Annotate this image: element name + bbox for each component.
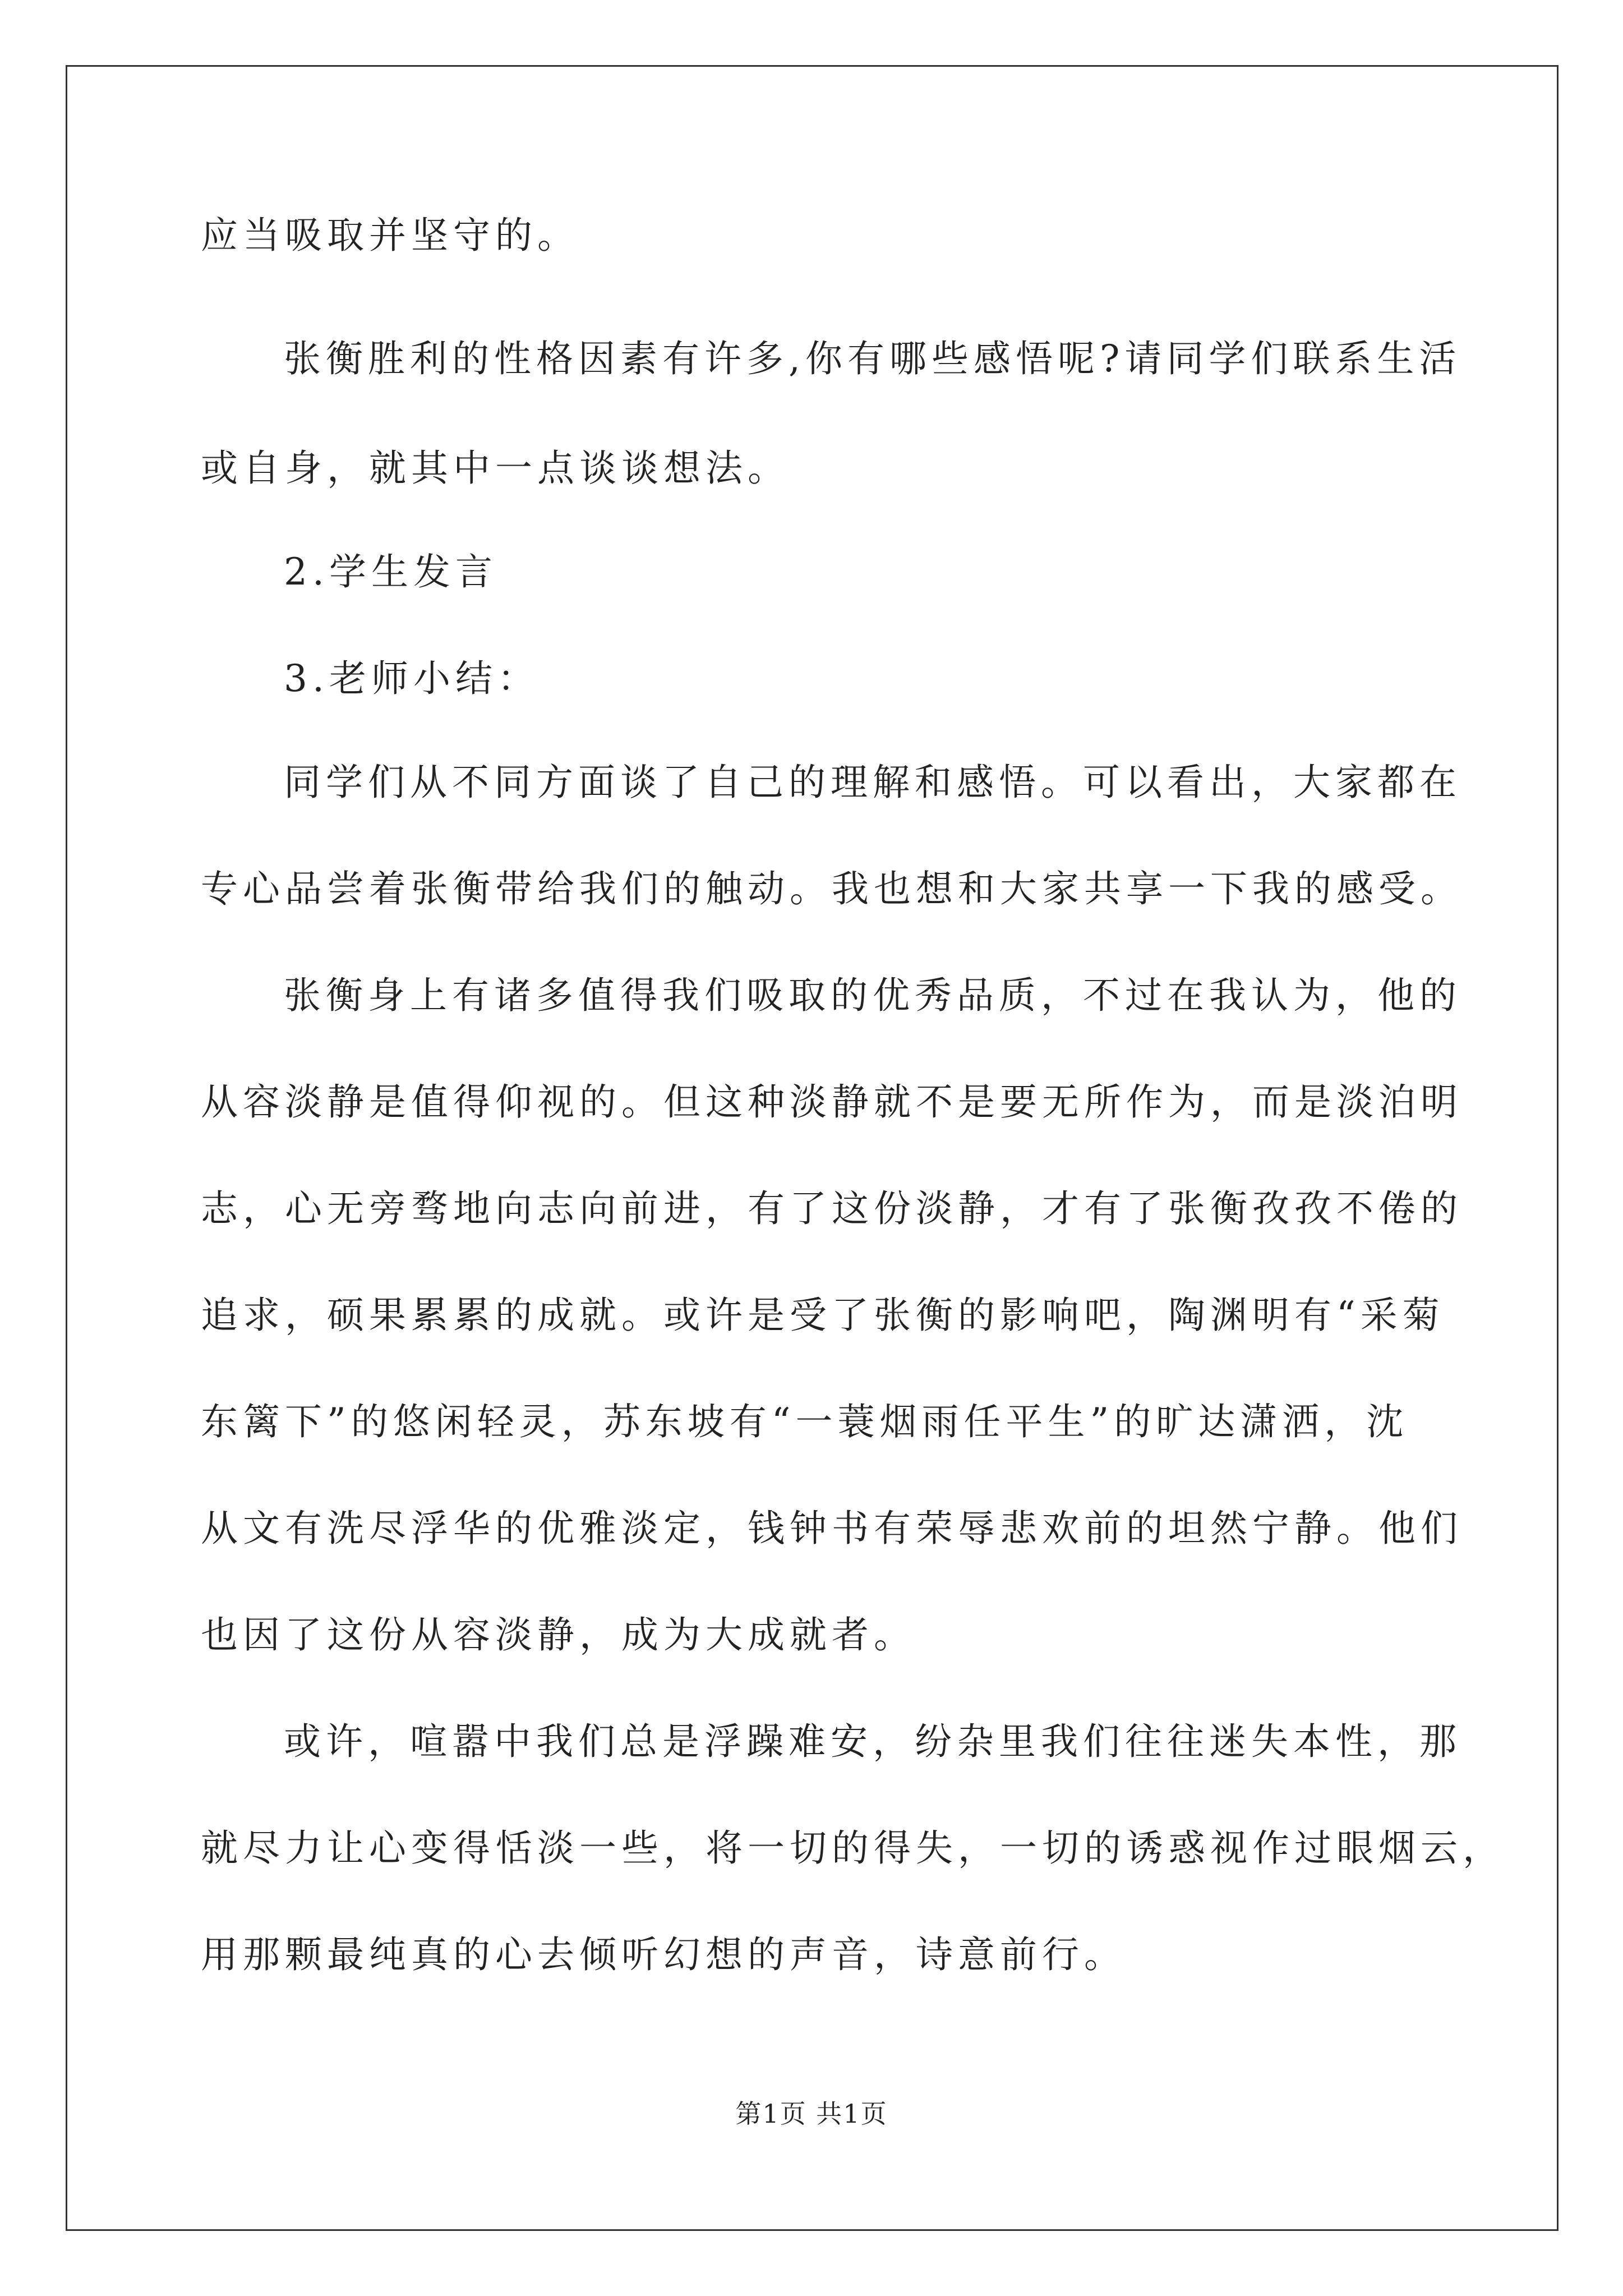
page-number-footer: 第1页 共1页 — [735, 2099, 888, 2129]
text-line: 2.学生发言 — [284, 550, 497, 593]
text-line: 专心品尝着张衡带给我们的触动。我也想和大家共享一下我的感受。 — [201, 867, 1463, 910]
text-line: 追求，硕果累累的成就。或许是受了张衡的影响吧，陶渊明有“采菊 — [201, 1294, 1445, 1337]
text-line: 同学们从不同方面谈了自己的理解和感悟。可以看出，大家都在 — [284, 761, 1461, 804]
text-line: 东篱下”的悠闲轻灵，苏东坡有“一蓑烟雨任平生”的旷达潇洒，沈 — [201, 1400, 1409, 1443]
text-line: 从文有洗尽浮华的优雅淡定，钱钟书有荣辱悲欢前的坦然宁静。他们 — [201, 1507, 1463, 1550]
text-line: 张衡胜利的性格因素有许多,你有哪些感悟呢?请同学们联系生活 — [284, 337, 1461, 380]
text-line: 3.老师小结： — [284, 657, 540, 700]
text-line: 张衡身上有诸多值得我们吸取的优秀品质，不过在我认为，他的 — [284, 974, 1461, 1017]
page-border — [66, 65, 1559, 2231]
text-line: 或许，喧嚣中我们总是浮躁难安，纷杂里我们往往迷失本性，那 — [284, 1720, 1461, 1763]
text-line: 应当吸取并坚守的。 — [201, 214, 579, 257]
text-line: 用那颗最纯真的心去倾听幻想的声音，诗意前行。 — [201, 1933, 1126, 1976]
text-line: 从容淡静是值得仰视的。但这种淡静就不是要无所作为，而是淡泊明 — [201, 1080, 1463, 1124]
text-line: 或自身，就其中一点谈谈想法。 — [201, 447, 790, 490]
text-line: 就尽力让心变得恬淡一些，将一切的得失，一切的诱惑视作过眼烟云， — [201, 1826, 1505, 1870]
text-line: 志，心无旁骛地向志向前进，有了这份淡静，才有了张衡孜孜不倦的 — [201, 1187, 1463, 1230]
text-line: 也因了这份从容淡静，成为大成就者。 — [201, 1613, 916, 1657]
